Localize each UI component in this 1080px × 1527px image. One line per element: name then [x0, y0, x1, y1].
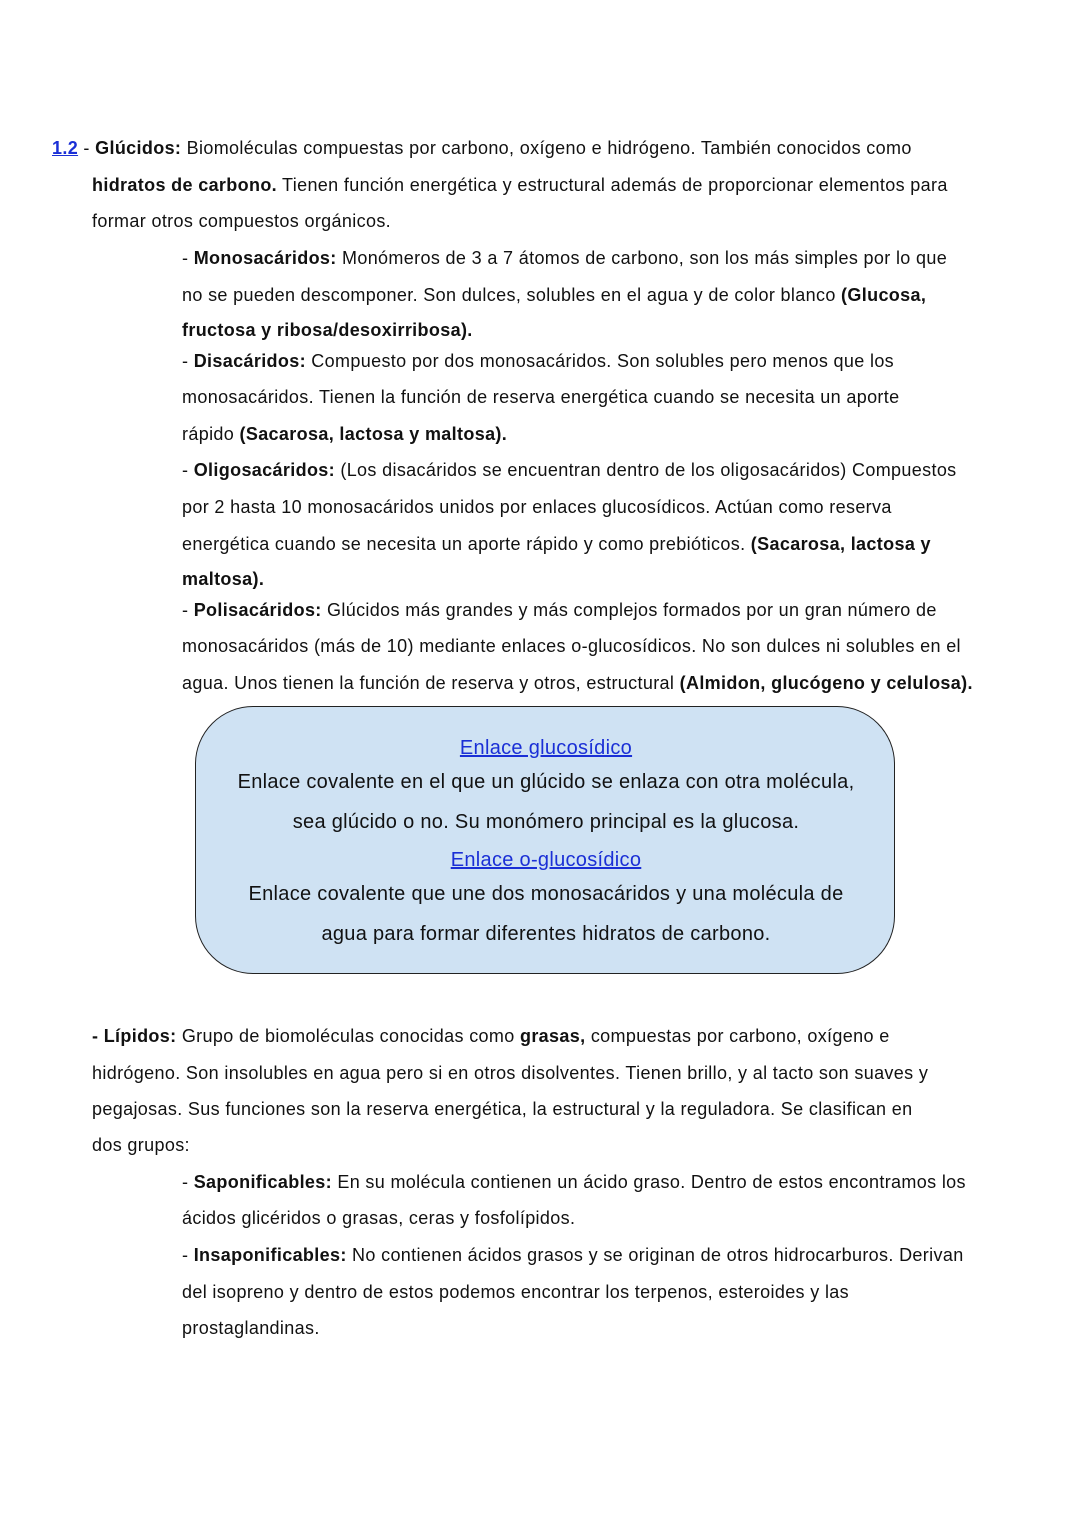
text-line [182, 284, 926, 306]
bold-text: (Almidon, glucógeno y celulosa). [679, 673, 973, 693]
bold-text: - Lípidos: [92, 1026, 177, 1046]
bold-text: (Sacarosa, lactosa y maltosa). [239, 424, 508, 444]
text-line [182, 1244, 964, 1266]
text-line [182, 496, 892, 518]
text: hidrógeno. Son insolubles en agua pero si en otros disolventes. Tienen brillo, y al tacto son suaves y [92, 1063, 929, 1083]
text: rápido [182, 424, 240, 444]
text: Monómeros de 3 a 7 átomos de carbono, son los más simples por lo que [336, 248, 948, 268]
bold-text: maltosa). [182, 569, 265, 589]
text: - [182, 248, 194, 268]
text-line [92, 1025, 890, 1047]
text-line [182, 386, 900, 408]
box-text: Enlace covalente que une dos monosacáridos y una molécula de [248, 883, 844, 905]
text-line [182, 533, 931, 555]
text-line [182, 1171, 966, 1193]
text: Compuesto por dos monosacáridos. Son solubles pero menos que los [305, 351, 895, 371]
text-line [52, 137, 912, 159]
text-line [182, 1317, 320, 1339]
text: Glúcidos más grandes y más complejos formados por un gran número de [321, 600, 937, 620]
text: agua. Unos tienen la función de reserva y otros, estructural [182, 673, 680, 693]
box-text: Enlace covalente en el que un glúcido se enlaza con otra molécula, [237, 771, 855, 793]
text: formar otros compuestos orgánicos. [92, 211, 392, 231]
text: Grupo de biomoléculas conocidas como [176, 1026, 520, 1046]
text-line [92, 174, 948, 196]
text: energética cuando se necesita un aporte rápido y como prebióticos. [182, 534, 751, 554]
bold-text: Polisacáridos: [193, 600, 322, 620]
box-text: sea glúcido o no. Su monómero principal es la glucosa. [292, 811, 800, 833]
text: - [182, 460, 194, 480]
text: (Los disacáridos se encuentran dentro de los oligosacáridos) Compuestos [335, 460, 957, 480]
bold-text: Glúcidos: [95, 138, 182, 158]
text: Tienen función energética y estructural además de proporcionar elementos para [277, 175, 948, 195]
box-text: agua para formar diferentes hidratos de carbono. [321, 923, 771, 945]
text-line [182, 423, 507, 445]
bold-text: (Sacarosa, lactosa y [750, 534, 931, 554]
text-line [182, 672, 973, 694]
text-line [182, 350, 894, 372]
text: No contienen ácidos grasos y se originan de otros hidrocarburos. Derivan [346, 1245, 964, 1265]
bold-text: hidratos de carbono. [92, 175, 278, 195]
bold-text: Oligosacáridos: [193, 460, 335, 480]
text: del isopreno y dentro de estos podemos encontrar los terpenos, esteroides y las [182, 1282, 850, 1302]
bold-text: Disacáridos: [193, 351, 306, 371]
text-line [182, 459, 957, 481]
bold-text: (Glucosa, [841, 285, 927, 305]
text: - [78, 138, 96, 158]
bold-text: Insaponificables: [193, 1245, 347, 1265]
bold-text: fructosa y ribosa/desoxirribosa). [182, 320, 473, 340]
text: - [182, 1245, 194, 1265]
box-heading-o-glucosidic-bond: Enlace o-glucosídico [450, 849, 642, 871]
text-line [182, 247, 947, 269]
text-line [92, 1062, 928, 1084]
text: ácidos glicéridos o grasas, ceras y fosfolípidos. [182, 1208, 576, 1228]
text: En su molécula contienen un ácido graso. Dentro de estos encontramos los [331, 1172, 966, 1192]
text: compuestas por carbono, oxígeno e [585, 1026, 890, 1046]
text-line [182, 319, 473, 341]
text-line [92, 1134, 190, 1156]
text-line [182, 1281, 849, 1303]
box-heading-glucosidic-bond: Enlace glucosídico [459, 737, 633, 759]
text: - [182, 600, 194, 620]
bold-text: Saponificables: [193, 1172, 332, 1192]
bold-text: Monosacáridos: [193, 248, 337, 268]
text-line [182, 1207, 575, 1229]
text: monosacáridos (más de 10) mediante enlaces o-glucosídicos. No son dulces ni solubles en el [182, 636, 961, 656]
definition-box [195, 706, 895, 974]
text: monosacáridos. Tienen la función de reserva energética cuando se necesita un aporte [182, 387, 900, 407]
text: - [182, 351, 194, 371]
text-line [92, 1098, 912, 1120]
text: dos grupos: [92, 1135, 190, 1155]
bold-text: grasas, [519, 1026, 586, 1046]
text-line [182, 635, 961, 657]
text: Biomoléculas compuestas por carbono, oxígeno e hidrógeno. También conocidos como [181, 138, 912, 158]
text: pegajosas. Sus funciones son la reserva energética, la estructural y la reguladora. Se clasifican en [92, 1099, 913, 1119]
text-line [182, 599, 937, 621]
text: - [182, 1172, 194, 1192]
section-number: 1.2 [52, 138, 79, 158]
text: por 2 hasta 10 monosacáridos unidos por enlaces glucosídicos. Actúan como reserva [182, 497, 892, 517]
text: prostaglandinas. [182, 1318, 320, 1338]
text: no se pueden descomponer. Son dulces, solubles en el agua y de color blanco [182, 285, 842, 305]
text-line [92, 210, 391, 232]
text-line [182, 568, 264, 590]
